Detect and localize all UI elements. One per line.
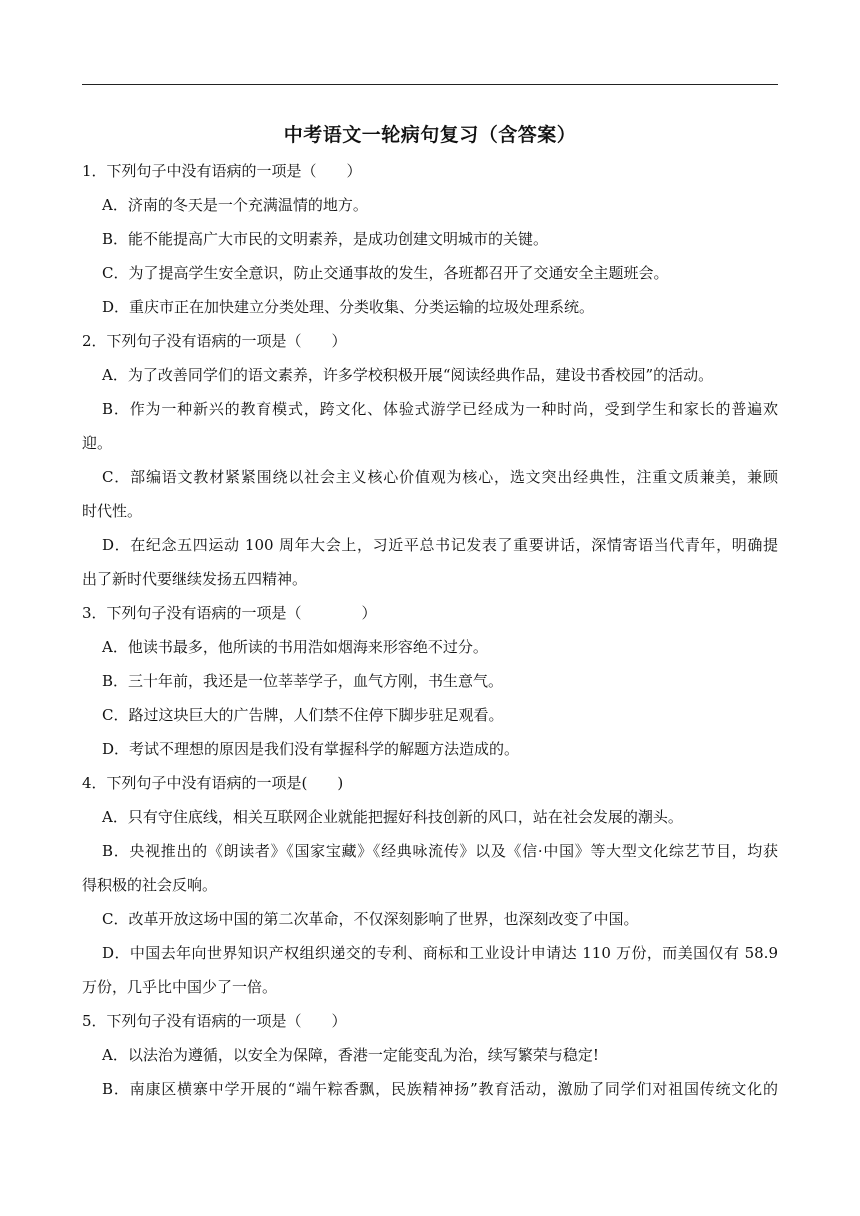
document-title: 中考语文一轮病句复习（含答案）	[283, 124, 577, 146]
q4-option-d-cont: 万份，几乎比中国少了一倍。	[82, 978, 278, 996]
q1-option-b: B．能不能提高广大市民的文明素养，是成功创建文明城市的关键。	[102, 230, 549, 248]
q4-option-b: B．央视推出的《朗读者》《国家宝藏》《经典咏流传》以及《信·中国》等大型文化综艺节目，均获	[102, 842, 778, 860]
q3-option-d: D．考试不理想的原因是我们没有掌握科学的解题方法造成的。	[102, 740, 520, 758]
q1-option-d: D．重庆市正在加快建立分类处理、分类收集、分类运输的垃圾处理系统。	[102, 298, 595, 316]
q2-option-a: A．为了改善同学们的语文素养，许多学校积极开展“阅读经典作品，建设书香校园”的活动。	[102, 366, 714, 384]
q2-option-d-cont: 出了新时代要继续发扬五四精神。	[82, 570, 308, 588]
q4-option-a: A．只有守住底线，相关互联网企业就能把握好科技创新的风口，站在社会发展的潮头。	[102, 808, 683, 826]
question-4: 4．下列句子中没有语病的一项是( )	[82, 774, 344, 792]
question-5: 5．下列句子没有语病的一项是（ ）	[82, 1012, 347, 1030]
q1-option-a: A．济南的冬天是一个充满温情的地方。	[102, 196, 368, 214]
q4-option-c: C．改革开放这场中国的第二次革命，不仅深刻影响了世界，也深刻改变了中国。	[102, 910, 639, 928]
q1-option-c: C．为了提高学生安全意识，防止交通事故的发生，各班都召开了交通安全主题班会。	[102, 264, 669, 282]
q2-option-b-cont: 迎。	[82, 434, 113, 452]
q2-option-c-cont: 时代性。	[82, 502, 143, 520]
q2-option-c: C．部编语文教材紧紧围绕以社会主义核心价值观为核心，选文突出经典性，注重文质兼美，兼顾	[102, 468, 778, 486]
q2-option-d: D．在纪念五四运动 100 周年大会上，习近平总书记发表了重要讲话，深情寄语当代青年，明确提	[102, 536, 778, 554]
q2-option-b: B．作为一种新兴的教育模式，跨文化、体验式游学已经成为一种时尚，受到学生和家长的普遍欢	[102, 400, 778, 418]
question-2: 2．下列句子没有语病的一项是（ ）	[82, 332, 347, 350]
q4-option-d: D．中国去年向世界知识产权组织递交的专利、商标和工业设计申请达 110 万份，而美国仅有 58.9	[102, 944, 778, 962]
q3-option-b: B．三十年前，我还是一位莘莘学子，血气方刚，书生意气。	[102, 672, 504, 690]
q4-option-b-cont: 得积极的社会反响。	[82, 876, 218, 894]
question-1: 1．下列句子中没有语病的一项是（ ）	[82, 162, 362, 180]
q5-option-b: B．南康区横寨中学开展的“端午粽香飘，民族精神扬”教育活动，激励了同学们对祖国传统文化的	[102, 1080, 778, 1098]
q3-option-a: A．他读书最多，他所读的书用浩如烟海来形容绝不过分。	[102, 638, 488, 656]
q3-option-c: C．路过这块巨大的广告牌，人们禁不住停下脚步驻足观看。	[102, 706, 504, 724]
header-rule	[82, 84, 778, 85]
question-3: 3．下列句子没有语病的一项是（ ）	[82, 604, 377, 622]
q5-option-a: A．以法治为遵循，以安全为保障，香港一定能变乱为治，续写繁荣与稳定!	[102, 1046, 599, 1064]
